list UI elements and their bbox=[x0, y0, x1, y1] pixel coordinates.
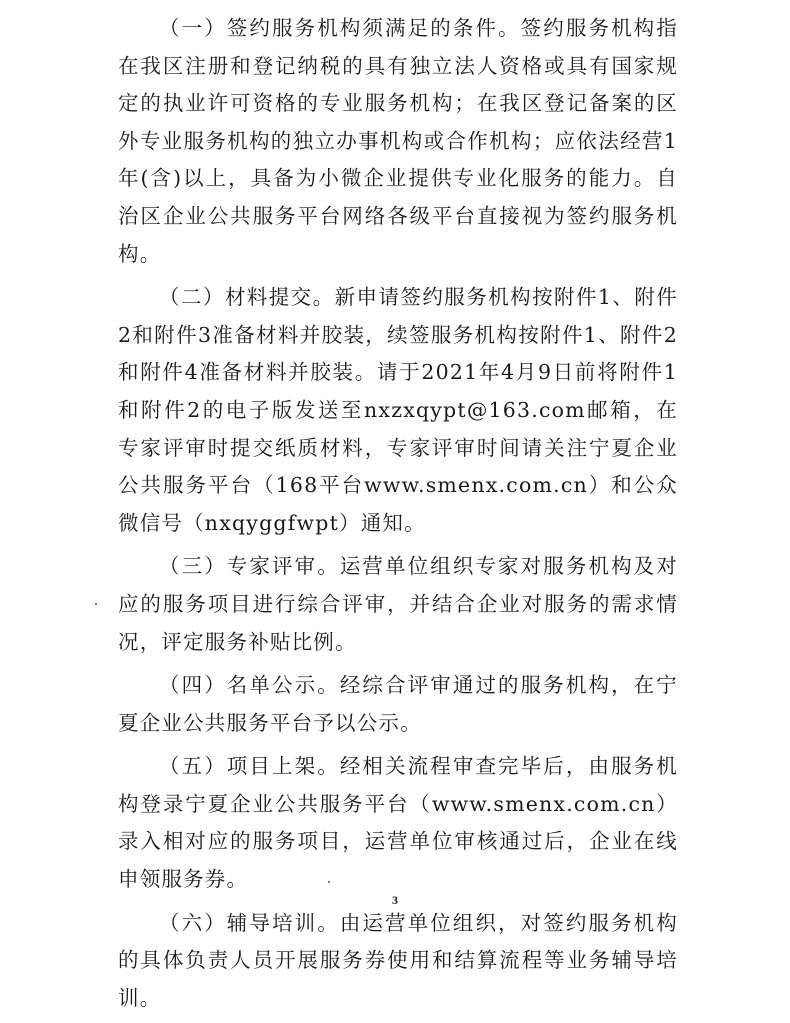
paragraph-material-submission: （二）材料提交。新申请签约服务机构按附件1、附件2和附件3准备材料并胶装，续签服务机构按附件1、附件2和附件4准备材料并胶装。请于2021年4月9日前将附件1和附件2的电子版发送至nxzxqypt@163.com邮箱，在专家评审时提交纸质材料，专家评审时间请关注宁夏企业公共服务平台（168平台www.smenx.com.cn）和公众微信号（nxqyggfwpt）通知。 bbox=[118, 285, 678, 535]
document-body bbox=[118, 10, 678, 1023]
paragraph-signing-conditions: （一）签约服务机构须满足的条件。签约服务机构指在我区注册和登记纳税的具有独立法人资格或具有国家规定的执业许可资格的专业服务机构；在我区登记备案的区外专业服务机构的独立办事机构或合作机构；应依法经营1年(含)以上，具备为小微企业提供专业化服务的能力。自治区企业公共服务平台网络各级平台直接视为签约服务机构。 bbox=[118, 16, 678, 266]
paragraph-expert-review: （三）专家评审。运营单位组织专家对服务机构及对应的服务项目进行综合评审，并结合企业对服务的需求情况，评定服务补贴比例。 bbox=[118, 554, 678, 654]
paragraph-list-publicity: （四）名单公示。经综合评审通过的服务机构，在宁夏企业公共服务平台予以公示。 bbox=[118, 673, 678, 735]
scan-speck bbox=[95, 603, 97, 605]
paragraph-guidance-training: （六）辅导培训。由运营单位组织，对签约服务机构的具体负责人员开展服务券使用和结算流程等业务辅导培训。 bbox=[118, 910, 678, 1010]
paragraph-project-listing: （五）项目上架。经相关流程审查完毕后，由服务机构登录宁夏企业公共服务平台（www.smenx.com.cn）录入相对应的服务项目，运营单位审核通过后，企业在线申领服务券。 bbox=[118, 754, 678, 892]
scan-speck bbox=[328, 881, 330, 883]
page-number: 3 bbox=[392, 893, 398, 907]
